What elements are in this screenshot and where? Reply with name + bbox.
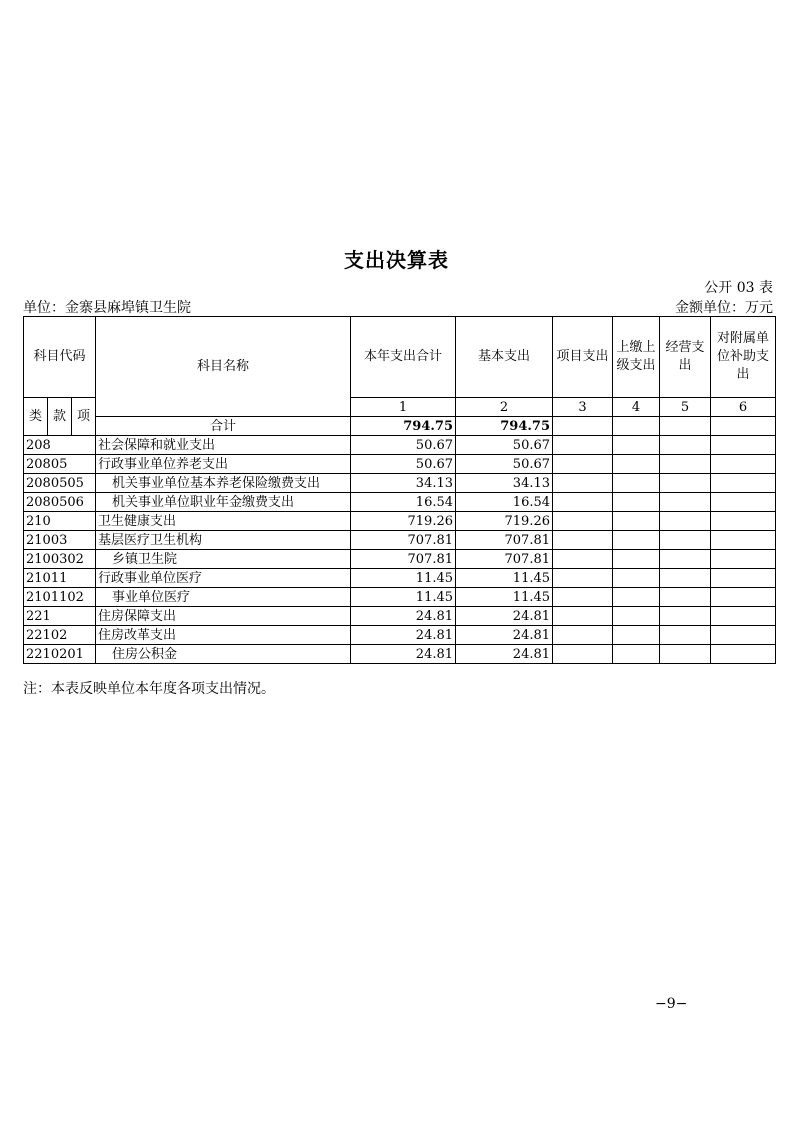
header-code: 科目代码 — [24, 317, 96, 398]
table-row — [24, 474, 776, 493]
row-name: 行政事业单位养老支出 — [96, 455, 351, 474]
row-code: 208 — [24, 436, 96, 455]
table-row — [24, 512, 776, 531]
empty-cell — [660, 455, 711, 474]
row-name: 乡镇卫生院 — [96, 550, 351, 569]
empty-cell — [613, 417, 660, 436]
total-basic: 794.75 — [456, 417, 553, 436]
empty-cell — [613, 588, 660, 607]
row-total: 11.45 — [351, 588, 456, 607]
empty-cell — [660, 550, 711, 569]
row-name: 卫生健康支出 — [96, 512, 351, 531]
empty-cell — [553, 417, 613, 436]
row-total: 24.81 — [351, 607, 456, 626]
table-row — [24, 588, 776, 607]
row-basic: 11.45 — [456, 569, 553, 588]
table-row — [24, 645, 776, 664]
row-name: 基层医疗卫生机构 — [96, 531, 351, 550]
row-total: 707.81 — [351, 531, 456, 550]
row-code: 2080506 — [24, 493, 96, 512]
empty-cell — [711, 531, 776, 550]
row-total: 24.81 — [351, 645, 456, 664]
empty-cell — [613, 607, 660, 626]
table-row — [24, 550, 776, 569]
header-upper: 上缴上级支出 — [613, 317, 660, 398]
row-name: 住房公积金 — [96, 645, 351, 664]
header-row — [24, 317, 776, 398]
empty-cell — [553, 455, 613, 474]
total-amount: 794.75 — [351, 417, 456, 436]
form-number: 公开 03 表 — [704, 280, 773, 296]
empty-cell — [553, 493, 613, 512]
row-basic: 50.67 — [456, 436, 553, 455]
row-code: 20805 — [24, 455, 96, 474]
header-col1: 1 — [351, 398, 456, 417]
empty-cell — [660, 626, 711, 645]
row-total: 11.45 — [351, 569, 456, 588]
row-name: 社会保障和就业支出 — [96, 436, 351, 455]
row-total: 24.81 — [351, 626, 456, 645]
empty-cell — [660, 474, 711, 493]
total-row — [24, 417, 776, 436]
table-row — [24, 531, 776, 550]
empty-cell — [613, 474, 660, 493]
empty-cell — [553, 607, 613, 626]
empty-cell — [711, 550, 776, 569]
row-total: 50.67 — [351, 436, 456, 455]
page-title: 支出决算表 — [344, 248, 449, 272]
empty-cell — [613, 531, 660, 550]
row-basic: 50.67 — [456, 455, 553, 474]
empty-cell — [613, 512, 660, 531]
empty-cell — [553, 436, 613, 455]
row-code: 2210201 — [24, 645, 96, 664]
row-code: 21003 — [24, 531, 96, 550]
empty-cell — [711, 417, 776, 436]
row-basic: 24.81 — [456, 626, 553, 645]
empty-cell — [660, 417, 711, 436]
empty-cell — [553, 474, 613, 493]
empty-cell — [613, 493, 660, 512]
empty-cell — [660, 531, 711, 550]
total-label: 合计 — [96, 417, 351, 436]
empty-cell — [711, 436, 776, 455]
row-name: 住房改革支出 — [96, 626, 351, 645]
row-basic: 24.81 — [456, 645, 553, 664]
row-total: 16.54 — [351, 493, 456, 512]
empty-cell — [613, 436, 660, 455]
empty-cell — [711, 493, 776, 512]
empty-cell — [613, 626, 660, 645]
row-basic: 34.13 — [456, 474, 553, 493]
empty-cell — [613, 645, 660, 664]
header-col6: 6 — [711, 398, 776, 417]
amount-unit-label: 金额单位：万元 — [675, 300, 773, 316]
header-col3: 3 — [553, 398, 613, 417]
row-basic: 16.54 — [456, 493, 553, 512]
row-name: 行政事业单位医疗 — [96, 569, 351, 588]
empty-cell — [660, 645, 711, 664]
row-name: 住房保障支出 — [96, 607, 351, 626]
empty-cell — [660, 493, 711, 512]
empty-cell — [660, 607, 711, 626]
row-code: 221 — [24, 607, 96, 626]
table-row — [24, 455, 776, 474]
footnote: 注：本表反映单位本年度各项支出情况。 — [23, 681, 275, 697]
row-code: 2101102 — [24, 588, 96, 607]
empty-cell — [553, 588, 613, 607]
row-code: 210 — [24, 512, 96, 531]
empty-cell — [711, 626, 776, 645]
empty-cell — [553, 569, 613, 588]
row-basic: 11.45 — [456, 588, 553, 607]
header-xiang: 项 — [72, 398, 96, 436]
empty-cell — [553, 531, 613, 550]
header-subsidy: 对附属单位补助支出 — [711, 317, 776, 398]
header-col2: 2 — [456, 398, 553, 417]
table-row — [24, 493, 776, 512]
row-basic: 719.26 — [456, 512, 553, 531]
page-number: −9− — [655, 996, 688, 1012]
empty-cell — [553, 626, 613, 645]
row-basic: 707.81 — [456, 531, 553, 550]
empty-cell — [711, 455, 776, 474]
expenditure-table — [23, 316, 776, 664]
header-kuan: 款 — [48, 398, 72, 436]
row-name: 机关事业单位基本养老保险缴费支出 — [96, 474, 351, 493]
empty-cell — [711, 474, 776, 493]
header-col5: 5 — [660, 398, 711, 417]
row-name: 机关事业单位职业年金缴费支出 — [96, 493, 351, 512]
header-lei: 类 — [24, 398, 48, 436]
header-business: 经营支出 — [660, 317, 711, 398]
row-total: 719.26 — [351, 512, 456, 531]
header-total: 本年支出合计 — [351, 317, 456, 398]
row-code: 2080505 — [24, 474, 96, 493]
row-name: 事业单位医疗 — [96, 588, 351, 607]
row-total: 50.67 — [351, 455, 456, 474]
empty-cell — [613, 550, 660, 569]
header-project: 项目支出 — [553, 317, 613, 398]
table-row — [24, 436, 776, 455]
header-name: 科目名称 — [96, 317, 351, 417]
row-basic: 707.81 — [456, 550, 553, 569]
row-code: 21011 — [24, 569, 96, 588]
header-col4: 4 — [613, 398, 660, 417]
unit-label: 单位：金寨县麻埠镇卫生院 — [23, 300, 191, 316]
empty-cell — [711, 512, 776, 531]
empty-cell — [660, 512, 711, 531]
table-row — [24, 626, 776, 645]
empty-cell — [553, 512, 613, 531]
table-row — [24, 607, 776, 626]
header-basic: 基本支出 — [456, 317, 553, 398]
empty-cell — [711, 569, 776, 588]
row-code: 2100302 — [24, 550, 96, 569]
row-total: 707.81 — [351, 550, 456, 569]
empty-cell — [660, 588, 711, 607]
empty-cell — [711, 645, 776, 664]
row-total: 34.13 — [351, 474, 456, 493]
empty-cell — [613, 569, 660, 588]
empty-cell — [711, 588, 776, 607]
empty-cell — [553, 550, 613, 569]
row-code: 22102 — [24, 626, 96, 645]
empty-cell — [553, 645, 613, 664]
table-row — [24, 569, 776, 588]
empty-cell — [660, 436, 711, 455]
empty-cell — [711, 607, 776, 626]
row-basic: 24.81 — [456, 607, 553, 626]
empty-cell — [613, 455, 660, 474]
empty-cell — [660, 569, 711, 588]
